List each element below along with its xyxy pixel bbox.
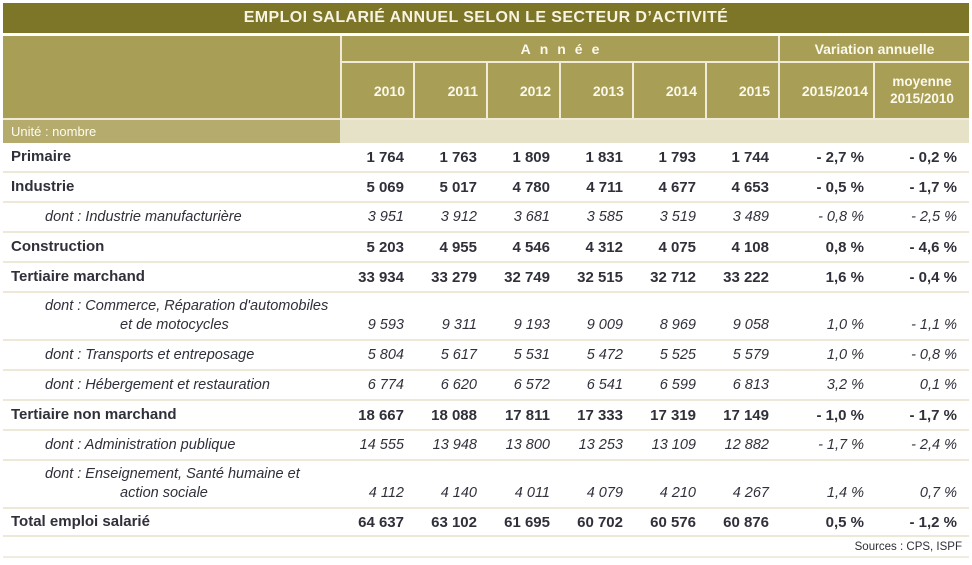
- value-cell: 6 541: [586, 377, 623, 393]
- value-cell: 17 319: [650, 406, 696, 424]
- value-cell: - 1,7 %: [909, 406, 957, 424]
- value-cell: 4 075: [658, 238, 696, 256]
- value-cell: 1,6 %: [825, 268, 864, 286]
- value-cell: 5 069: [366, 178, 404, 196]
- row-label: dont : Commerce, Réparation d'automobiles et de motocycles: [45, 298, 329, 333]
- value-cell: 4 108: [731, 238, 769, 256]
- value-cell: - 1,7 %: [909, 178, 957, 196]
- value-cell: 5 579: [732, 347, 769, 363]
- value-cell: 9 193: [513, 317, 550, 333]
- header-col-moyenne: [873, 63, 969, 118]
- year-column-header: 2010: [340, 63, 413, 118]
- value-cell: 8 969: [659, 317, 696, 333]
- value-cell: 9 058: [732, 317, 769, 333]
- unit-band: [3, 120, 969, 143]
- header-label-spacer: [3, 36, 340, 63]
- value-cell: 13 253: [578, 437, 623, 453]
- value-cell: 17 811: [504, 406, 550, 424]
- row-label: dont : Transports et entreposage: [45, 346, 255, 363]
- value-cell: - 0,5 %: [816, 178, 864, 196]
- value-cell: 3 951: [367, 209, 404, 225]
- value-cell: 3 912: [440, 209, 477, 225]
- value-cell: 63 102: [431, 513, 477, 531]
- unit-label: Unité : nombre: [3, 120, 340, 143]
- value-cell: 4 267: [732, 485, 769, 501]
- year-column-header: 2013: [559, 63, 632, 118]
- table-row: [3, 203, 969, 233]
- value-cell: - 2,4 %: [911, 437, 957, 453]
- row-label: dont : Industrie manufacturière: [45, 208, 242, 225]
- row-label: dont : Hébergement et restauration: [45, 376, 270, 393]
- value-cell: 1 809: [512, 148, 550, 166]
- table-header: [3, 36, 969, 120]
- value-cell: 1 744: [731, 148, 769, 166]
- value-cell: 1,0 %: [826, 347, 864, 363]
- value-cell: 6 620: [440, 377, 477, 393]
- header-label-spacer: [3, 63, 340, 118]
- year-column-header: 2012: [486, 63, 559, 118]
- value-cell: 33 222: [723, 268, 769, 286]
- value-cell: 1 763: [439, 148, 477, 166]
- value-cell: 1,0 %: [826, 317, 864, 333]
- row-label: Tertiaire marchand: [11, 268, 145, 286]
- value-cell: 5 017: [439, 178, 477, 196]
- value-cell: 5 203: [366, 238, 404, 256]
- unit-band-filler: [340, 120, 969, 143]
- value-cell: 4 955: [439, 238, 477, 256]
- table-body: [3, 143, 969, 537]
- value-cell: - 4,6 %: [909, 238, 957, 256]
- header-annee: Année: [340, 36, 778, 63]
- value-cell: 18 667: [358, 406, 404, 424]
- header-col-2015-2014: 2015/2014: [778, 63, 873, 118]
- value-cell: 6 599: [659, 377, 696, 393]
- value-cell: 5 617: [440, 347, 477, 363]
- value-cell: 17 149: [723, 406, 769, 424]
- value-cell: 3 519: [659, 209, 696, 225]
- value-cell: 60 702: [577, 513, 623, 531]
- page-title: EMPLOI SALARIÉ ANNUEL SELON LE SECTEUR D’ACTIVITÉ: [3, 3, 969, 33]
- table-row: [3, 401, 969, 431]
- table-row: [3, 263, 969, 293]
- value-cell: 32 515: [577, 268, 623, 286]
- year-column-header: 2015: [705, 63, 778, 118]
- row-label: Total emploi salarié: [11, 513, 150, 531]
- value-cell: 4 677: [658, 178, 696, 196]
- row-label: Primaire: [11, 148, 72, 166]
- value-cell: 4 780: [512, 178, 550, 196]
- value-cell: 3 489: [732, 209, 769, 225]
- value-cell: 9 593: [367, 317, 404, 333]
- value-cell: 3,2 %: [826, 377, 864, 393]
- value-cell: 4 312: [585, 238, 623, 256]
- value-cell: 4 011: [514, 485, 550, 501]
- value-cell: 1 764: [366, 148, 404, 166]
- header-variation-annuelle: Variation annuelle: [778, 36, 969, 63]
- value-cell: - 1,7 %: [818, 437, 864, 453]
- value-cell: 0,8 %: [825, 238, 864, 256]
- value-cell: 18 088: [431, 406, 477, 424]
- value-cell: 5 804: [367, 347, 404, 363]
- year-column-header: 2011: [413, 63, 486, 118]
- value-cell: 6 774: [367, 377, 404, 393]
- table-row: [3, 371, 969, 401]
- value-cell: - 0,2 %: [909, 148, 957, 166]
- value-cell: 4 112: [368, 485, 404, 501]
- value-cell: - 1,0 %: [816, 406, 864, 424]
- sources-label: Sources : CPS, ISPF: [854, 540, 962, 553]
- value-cell: 12 882: [724, 437, 769, 453]
- table-row: [3, 293, 969, 341]
- row-label: dont : Enseignement, Santé humaine et action sociale: [45, 466, 300, 501]
- value-cell: 0,7 %: [919, 485, 957, 501]
- value-cell: 6 813: [732, 377, 769, 393]
- value-cell: 14 555: [359, 437, 404, 453]
- value-cell: - 2,7 %: [816, 148, 864, 166]
- header-moyenne-line1: moyenne: [892, 74, 952, 90]
- value-cell: 61 695: [504, 513, 550, 531]
- value-cell: 9 311: [441, 317, 477, 333]
- header-moyenne-line2: 2015/2010: [890, 90, 954, 106]
- value-cell: 33 279: [431, 268, 477, 286]
- row-label: dont : Administration publique: [45, 436, 236, 453]
- value-cell: 4 210: [659, 485, 696, 501]
- value-cell: - 0,8 %: [911, 347, 957, 363]
- value-cell: 13 948: [432, 437, 477, 453]
- table-row: [3, 173, 969, 203]
- sources-band: [3, 537, 969, 558]
- year-columns-host: [340, 63, 778, 118]
- value-cell: 0,5 %: [825, 513, 864, 531]
- table-row: [3, 341, 969, 371]
- table-row: [3, 509, 969, 537]
- value-cell: 4 711: [586, 178, 623, 196]
- value-cell: 60 576: [650, 513, 696, 531]
- value-cell: 1,4 %: [826, 485, 864, 501]
- value-cell: 5 531: [513, 347, 550, 363]
- value-cell: 1 831: [585, 148, 623, 166]
- value-cell: - 1,1 %: [911, 317, 957, 333]
- value-cell: 3 681: [513, 209, 550, 225]
- row-label: Tertiaire non marchand: [11, 406, 177, 424]
- table-row: [3, 431, 969, 461]
- header-group-row: [3, 36, 969, 63]
- value-cell: 17 333: [577, 406, 623, 424]
- value-cell: 64 637: [358, 513, 404, 531]
- value-cell: 4 653: [731, 178, 769, 196]
- value-cell: 6 572: [513, 377, 550, 393]
- value-cell: 4 140: [440, 485, 477, 501]
- value-cell: 0,1 %: [919, 377, 957, 393]
- row-label: Industrie: [11, 178, 75, 196]
- table-row: [3, 461, 969, 509]
- table-row: [3, 233, 969, 263]
- value-cell: 60 876: [723, 513, 769, 531]
- table-row: [3, 143, 969, 173]
- value-cell: 1 793: [658, 148, 696, 166]
- value-cell: - 1,2 %: [909, 513, 957, 531]
- value-cell: 13 109: [651, 437, 696, 453]
- value-cell: 3 585: [586, 209, 623, 225]
- value-cell: 32 749: [504, 268, 550, 286]
- header-year-row: [3, 63, 969, 118]
- value-cell: 4 079: [586, 485, 623, 501]
- value-cell: - 0,8 %: [818, 209, 864, 225]
- value-cell: 13 800: [505, 437, 550, 453]
- value-cell: - 0,4 %: [909, 268, 957, 286]
- value-cell: 5 472: [586, 347, 623, 363]
- value-cell: 32 712: [650, 268, 696, 286]
- value-cell: 4 546: [512, 238, 550, 256]
- row-label: Construction: [11, 238, 105, 256]
- value-cell: 9 009: [586, 317, 623, 333]
- value-cell: - 2,5 %: [911, 209, 957, 225]
- year-column-header: 2014: [632, 63, 705, 118]
- value-cell: 33 934: [358, 268, 404, 286]
- value-cell: 5 525: [659, 347, 696, 363]
